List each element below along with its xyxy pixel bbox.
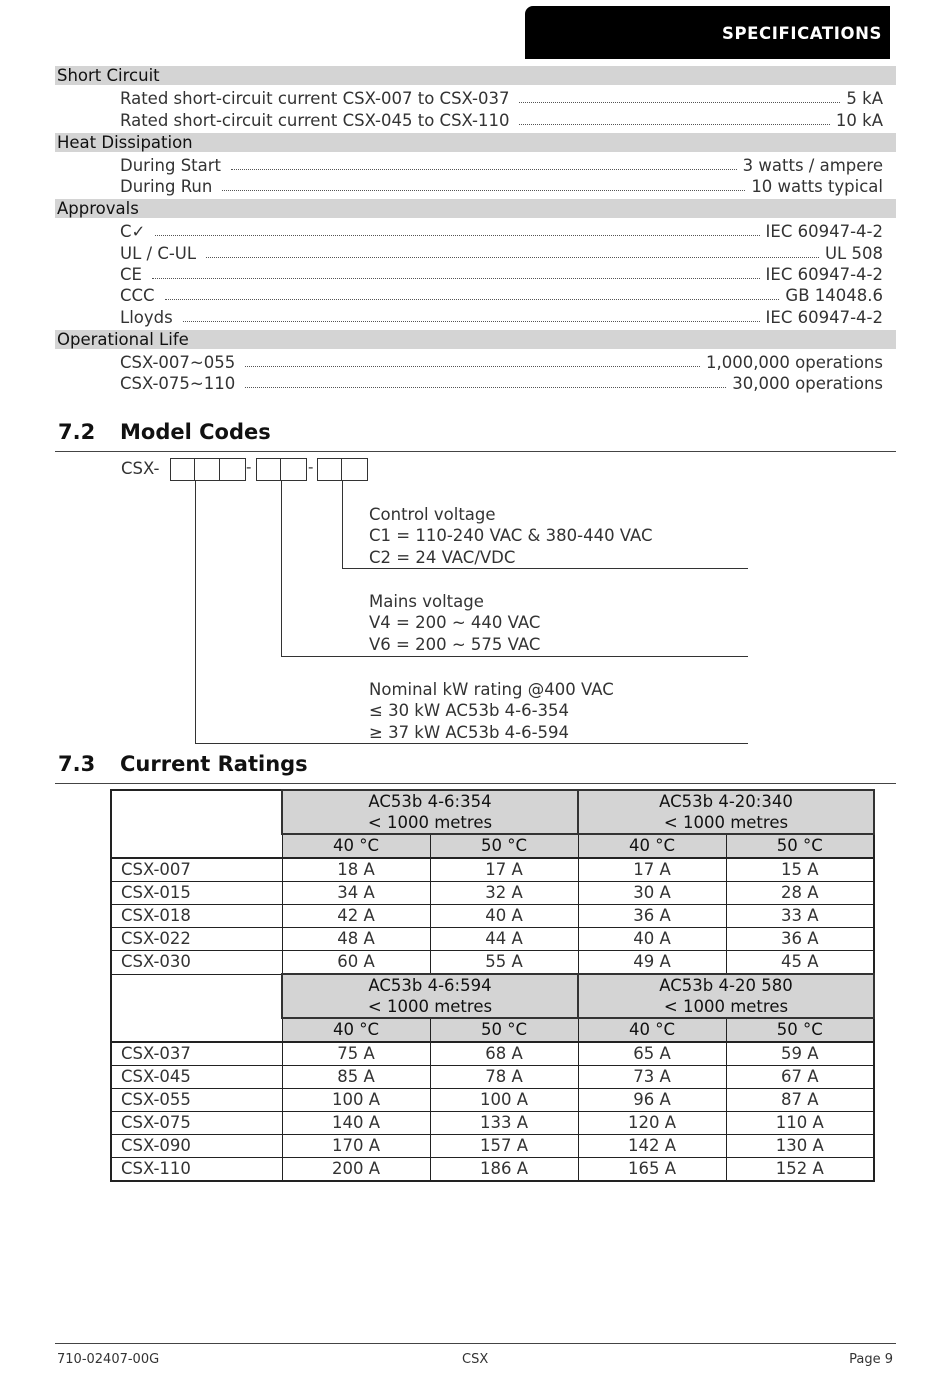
- mains-code-box: [256, 458, 307, 481]
- footer-page-number: Page 9: [849, 1352, 893, 1367]
- section-tab: [525, 6, 890, 59]
- section-heading-model-codes: [55, 420, 896, 452]
- current-value-cell: 120 A: [578, 1112, 726, 1135]
- spec-label: CCC: [120, 286, 155, 306]
- control-box-divider: [341, 459, 342, 481]
- current-value-cell: 85 A: [282, 1066, 430, 1089]
- current-value-cell: 68 A: [430, 1042, 578, 1066]
- spec-label: UL / C-UL: [120, 243, 197, 263]
- model-name-cell: CSX-007: [111, 858, 282, 882]
- spec-label: Rated short-circuit current CSX-045 to CSX-110: [120, 110, 510, 130]
- rating-standard: AC53b 4-20:340: [659, 792, 793, 811]
- current-value-cell: 40 A: [578, 928, 726, 951]
- table-row: [111, 882, 874, 905]
- spec-row: [55, 284, 896, 305]
- dot-leader: [231, 169, 737, 170]
- spec-label: CSX-075~110: [120, 374, 236, 394]
- spec-label: Lloyds: [120, 307, 173, 327]
- kw-rating-option: ≥ 37 kW AC53b 4-6-594: [369, 722, 570, 742]
- spec-section-heading: Approvals: [55, 199, 896, 218]
- mains-box-divider: [280, 459, 281, 481]
- rating-altitude: < 1000 metres: [663, 997, 789, 1016]
- current-ratings-table: [110, 789, 875, 1182]
- current-value-cell: 78 A: [430, 1066, 578, 1089]
- model-name-cell: CSX-110: [111, 1158, 282, 1182]
- spec-row: [55, 175, 896, 196]
- current-value-cell: 142 A: [578, 1135, 726, 1158]
- current-value-cell: 67 A: [726, 1066, 874, 1089]
- spec-section-heading: Operational Life: [55, 330, 896, 349]
- spec-row: [55, 263, 896, 284]
- model-name-cell: CSX-037: [111, 1042, 282, 1066]
- rating-box-divider: [194, 459, 195, 481]
- control-voltage-title: Control voltage: [369, 505, 496, 524]
- temperature-header: 40 °C: [578, 834, 726, 858]
- spec-label: During Run: [120, 177, 213, 197]
- control-leader-line: [342, 481, 343, 569]
- current-value-cell: 45 A: [726, 951, 874, 975]
- current-value-cell: 152 A: [726, 1158, 874, 1182]
- current-value-cell: 36 A: [726, 928, 874, 951]
- spec-value: 10 kA: [835, 110, 883, 130]
- current-value-cell: 170 A: [282, 1135, 430, 1158]
- dot-leader: [165, 299, 780, 300]
- model-name-cell: CSX-015: [111, 882, 282, 905]
- table-row: [111, 905, 874, 928]
- code-separator: -: [308, 458, 314, 476]
- current-value-cell: 96 A: [578, 1089, 726, 1112]
- temperature-header-row: [111, 1018, 874, 1042]
- dot-leader: [519, 124, 829, 125]
- rating-standard: AC53b 4-6:594: [368, 976, 492, 995]
- current-value-cell: 140 A: [282, 1112, 430, 1135]
- current-value-cell: 75 A: [282, 1042, 430, 1066]
- table-row: [111, 1066, 874, 1089]
- current-value-cell: 42 A: [282, 905, 430, 928]
- control-voltage-option: C2 = 24 VAC/VDC: [369, 547, 516, 567]
- rating-altitude: < 1000 metres: [367, 813, 493, 832]
- mains-leader-line: [281, 481, 282, 657]
- kw-rating-title: Nominal kW rating @400 VAC: [369, 680, 614, 699]
- rating-altitude: < 1000 metres: [367, 997, 493, 1016]
- spec-value: IEC 60947-4-2: [765, 222, 883, 242]
- mains-voltage-title: Mains voltage: [369, 592, 484, 611]
- control-code-box: [317, 458, 368, 481]
- temperature-header-row: [111, 834, 874, 858]
- specifications-list: [55, 66, 896, 393]
- current-value-cell: 60 A: [282, 951, 430, 975]
- spec-row: [55, 241, 896, 262]
- current-value-cell: 48 A: [282, 928, 430, 951]
- current-value-cell: 36 A: [578, 905, 726, 928]
- table-row: [111, 858, 874, 882]
- spec-label: CE: [120, 265, 142, 285]
- dot-leader: [206, 257, 819, 258]
- footer-doc-number: 710-02407-00G: [57, 1352, 160, 1367]
- model-name-cell: CSX-075: [111, 1112, 282, 1135]
- spec-row: [55, 220, 896, 241]
- temperature-header: 50 °C: [726, 834, 874, 858]
- rating-underline: [195, 743, 748, 744]
- mains-voltage-option: V6 = 200 ~ 575 VAC: [369, 634, 541, 654]
- current-value-cell: 73 A: [578, 1066, 726, 1089]
- model-name-cell: CSX-022: [111, 928, 282, 951]
- empty-cell: [111, 790, 282, 834]
- current-value-cell: 28 A: [726, 882, 874, 905]
- spec-label: C✓: [120, 222, 146, 242]
- spec-row: [55, 372, 896, 393]
- mains-voltage-option: V4 = 200 ~ 440 VAC: [369, 613, 541, 633]
- spec-label: During Start: [120, 155, 222, 175]
- rating-group-header: [578, 790, 874, 834]
- dot-leader: [245, 366, 700, 367]
- current-value-cell: 100 A: [282, 1089, 430, 1112]
- spec-value: GB 14048.6: [785, 286, 883, 306]
- spec-section-heading: Heat Dissipation: [55, 133, 896, 152]
- spec-value: IEC 60947-4-2: [765, 307, 883, 327]
- current-value-cell: 17 A: [430, 858, 578, 882]
- spec-value: IEC 60947-4-2: [765, 265, 883, 285]
- current-value-cell: 34 A: [282, 882, 430, 905]
- spec-label: CSX-007~055: [120, 352, 236, 372]
- dot-leader: [222, 190, 745, 191]
- current-value-cell: 186 A: [430, 1158, 578, 1182]
- rating-group-header: [282, 790, 578, 834]
- dot-leader: [519, 102, 840, 103]
- footer-product: CSX: [462, 1352, 489, 1367]
- model-name-cell: CSX-018: [111, 905, 282, 928]
- kw-rating-description: [369, 679, 614, 743]
- spec-row: [55, 305, 896, 326]
- rating-group-header: [578, 974, 874, 1018]
- spec-row: [55, 351, 896, 372]
- dot-leader: [152, 278, 760, 279]
- control-voltage-description: [369, 504, 653, 568]
- current-value-cell: 65 A: [578, 1042, 726, 1066]
- table-row: [111, 951, 874, 975]
- dot-leader: [155, 235, 759, 236]
- control-underline: [342, 568, 748, 569]
- current-value-cell: 40 A: [430, 905, 578, 928]
- rating-code-box: [170, 458, 246, 481]
- spec-row: [55, 154, 896, 175]
- current-value-cell: 44 A: [430, 928, 578, 951]
- section-number: 7.3: [58, 752, 96, 776]
- spec-section-heading: Short Circuit: [55, 66, 896, 85]
- mains-voltage-description: [369, 591, 540, 655]
- section-title: Current Ratings: [120, 752, 308, 776]
- spec-value: 1,000,000 operations: [705, 352, 883, 372]
- current-value-cell: 200 A: [282, 1158, 430, 1182]
- temperature-header: 40 °C: [282, 1018, 430, 1042]
- rating-standard: AC53b 4-6:354: [368, 792, 492, 811]
- table-row: [111, 928, 874, 951]
- current-value-cell: 55 A: [430, 951, 578, 975]
- footer-rule: [55, 1343, 896, 1344]
- dot-leader: [183, 321, 760, 322]
- spec-value: 10 watts typical: [751, 177, 883, 197]
- spec-label: Rated short-circuit current CSX-007 to CSX-037: [120, 89, 510, 109]
- current-value-cell: 133 A: [430, 1112, 578, 1135]
- current-value-cell: 87 A: [726, 1089, 874, 1112]
- control-voltage-option: C1 = 110-240 VAC & 380-440 VAC: [369, 526, 653, 546]
- current-value-cell: 130 A: [726, 1135, 874, 1158]
- table-row: [111, 1135, 874, 1158]
- current-value-cell: 59 A: [726, 1042, 874, 1066]
- model-name-cell: CSX-030: [111, 951, 282, 975]
- table-row: [111, 1042, 874, 1066]
- mains-underline: [281, 656, 748, 657]
- spec-value: 5 kA: [846, 89, 883, 109]
- rating-group-header-row: [111, 790, 874, 834]
- spec-value: 3 watts / ampere: [742, 155, 883, 175]
- temperature-header: 40 °C: [282, 834, 430, 858]
- model-name-cell: CSX-045: [111, 1066, 282, 1089]
- current-value-cell: 33 A: [726, 905, 874, 928]
- temperature-header: 50 °C: [726, 1018, 874, 1042]
- table-row: [111, 1089, 874, 1112]
- model-code-prefix: CSX-: [121, 459, 160, 478]
- section-heading-current-ratings: [55, 752, 896, 784]
- rating-box-divider: [219, 459, 220, 481]
- rating-group-header-row: [111, 974, 874, 1018]
- kw-rating-option: ≤ 30 kW AC53b 4-6-354: [369, 701, 570, 721]
- rating-altitude: < 1000 metres: [663, 813, 789, 832]
- empty-cell: [111, 1018, 282, 1042]
- spec-row: [55, 108, 896, 129]
- current-value-cell: 100 A: [430, 1089, 578, 1112]
- current-value-cell: 157 A: [430, 1135, 578, 1158]
- current-value-cell: 15 A: [726, 858, 874, 882]
- rating-standard: AC53b 4-20 580: [659, 976, 793, 995]
- section-number: 7.2: [58, 420, 96, 444]
- current-value-cell: 110 A: [726, 1112, 874, 1135]
- current-value-cell: 17 A: [578, 858, 726, 882]
- current-value-cell: 32 A: [430, 882, 578, 905]
- current-value-cell: 30 A: [578, 882, 726, 905]
- spec-value: UL 508: [824, 243, 883, 263]
- current-value-cell: 165 A: [578, 1158, 726, 1182]
- current-value-cell: 49 A: [578, 951, 726, 975]
- section-title: Model Codes: [120, 420, 271, 444]
- table-row: [111, 1112, 874, 1135]
- rating-group-header: [282, 974, 578, 1018]
- current-value-cell: 18 A: [282, 858, 430, 882]
- table-row: [111, 1158, 874, 1182]
- rating-leader-line: [195, 481, 196, 744]
- model-name-cell: CSX-090: [111, 1135, 282, 1158]
- model-name-cell: CSX-055: [111, 1089, 282, 1112]
- section-tab-label: SPECIFICATIONS: [721, 24, 882, 43]
- temperature-header: 50 °C: [430, 1018, 578, 1042]
- empty-cell: [111, 834, 282, 858]
- temperature-header: 50 °C: [430, 834, 578, 858]
- dot-leader: [245, 387, 726, 388]
- spec-row: [55, 87, 896, 108]
- code-separator: -: [246, 458, 252, 476]
- temperature-header: 40 °C: [578, 1018, 726, 1042]
- empty-cell: [111, 974, 282, 1018]
- spec-value: 30,000 operations: [732, 374, 883, 394]
